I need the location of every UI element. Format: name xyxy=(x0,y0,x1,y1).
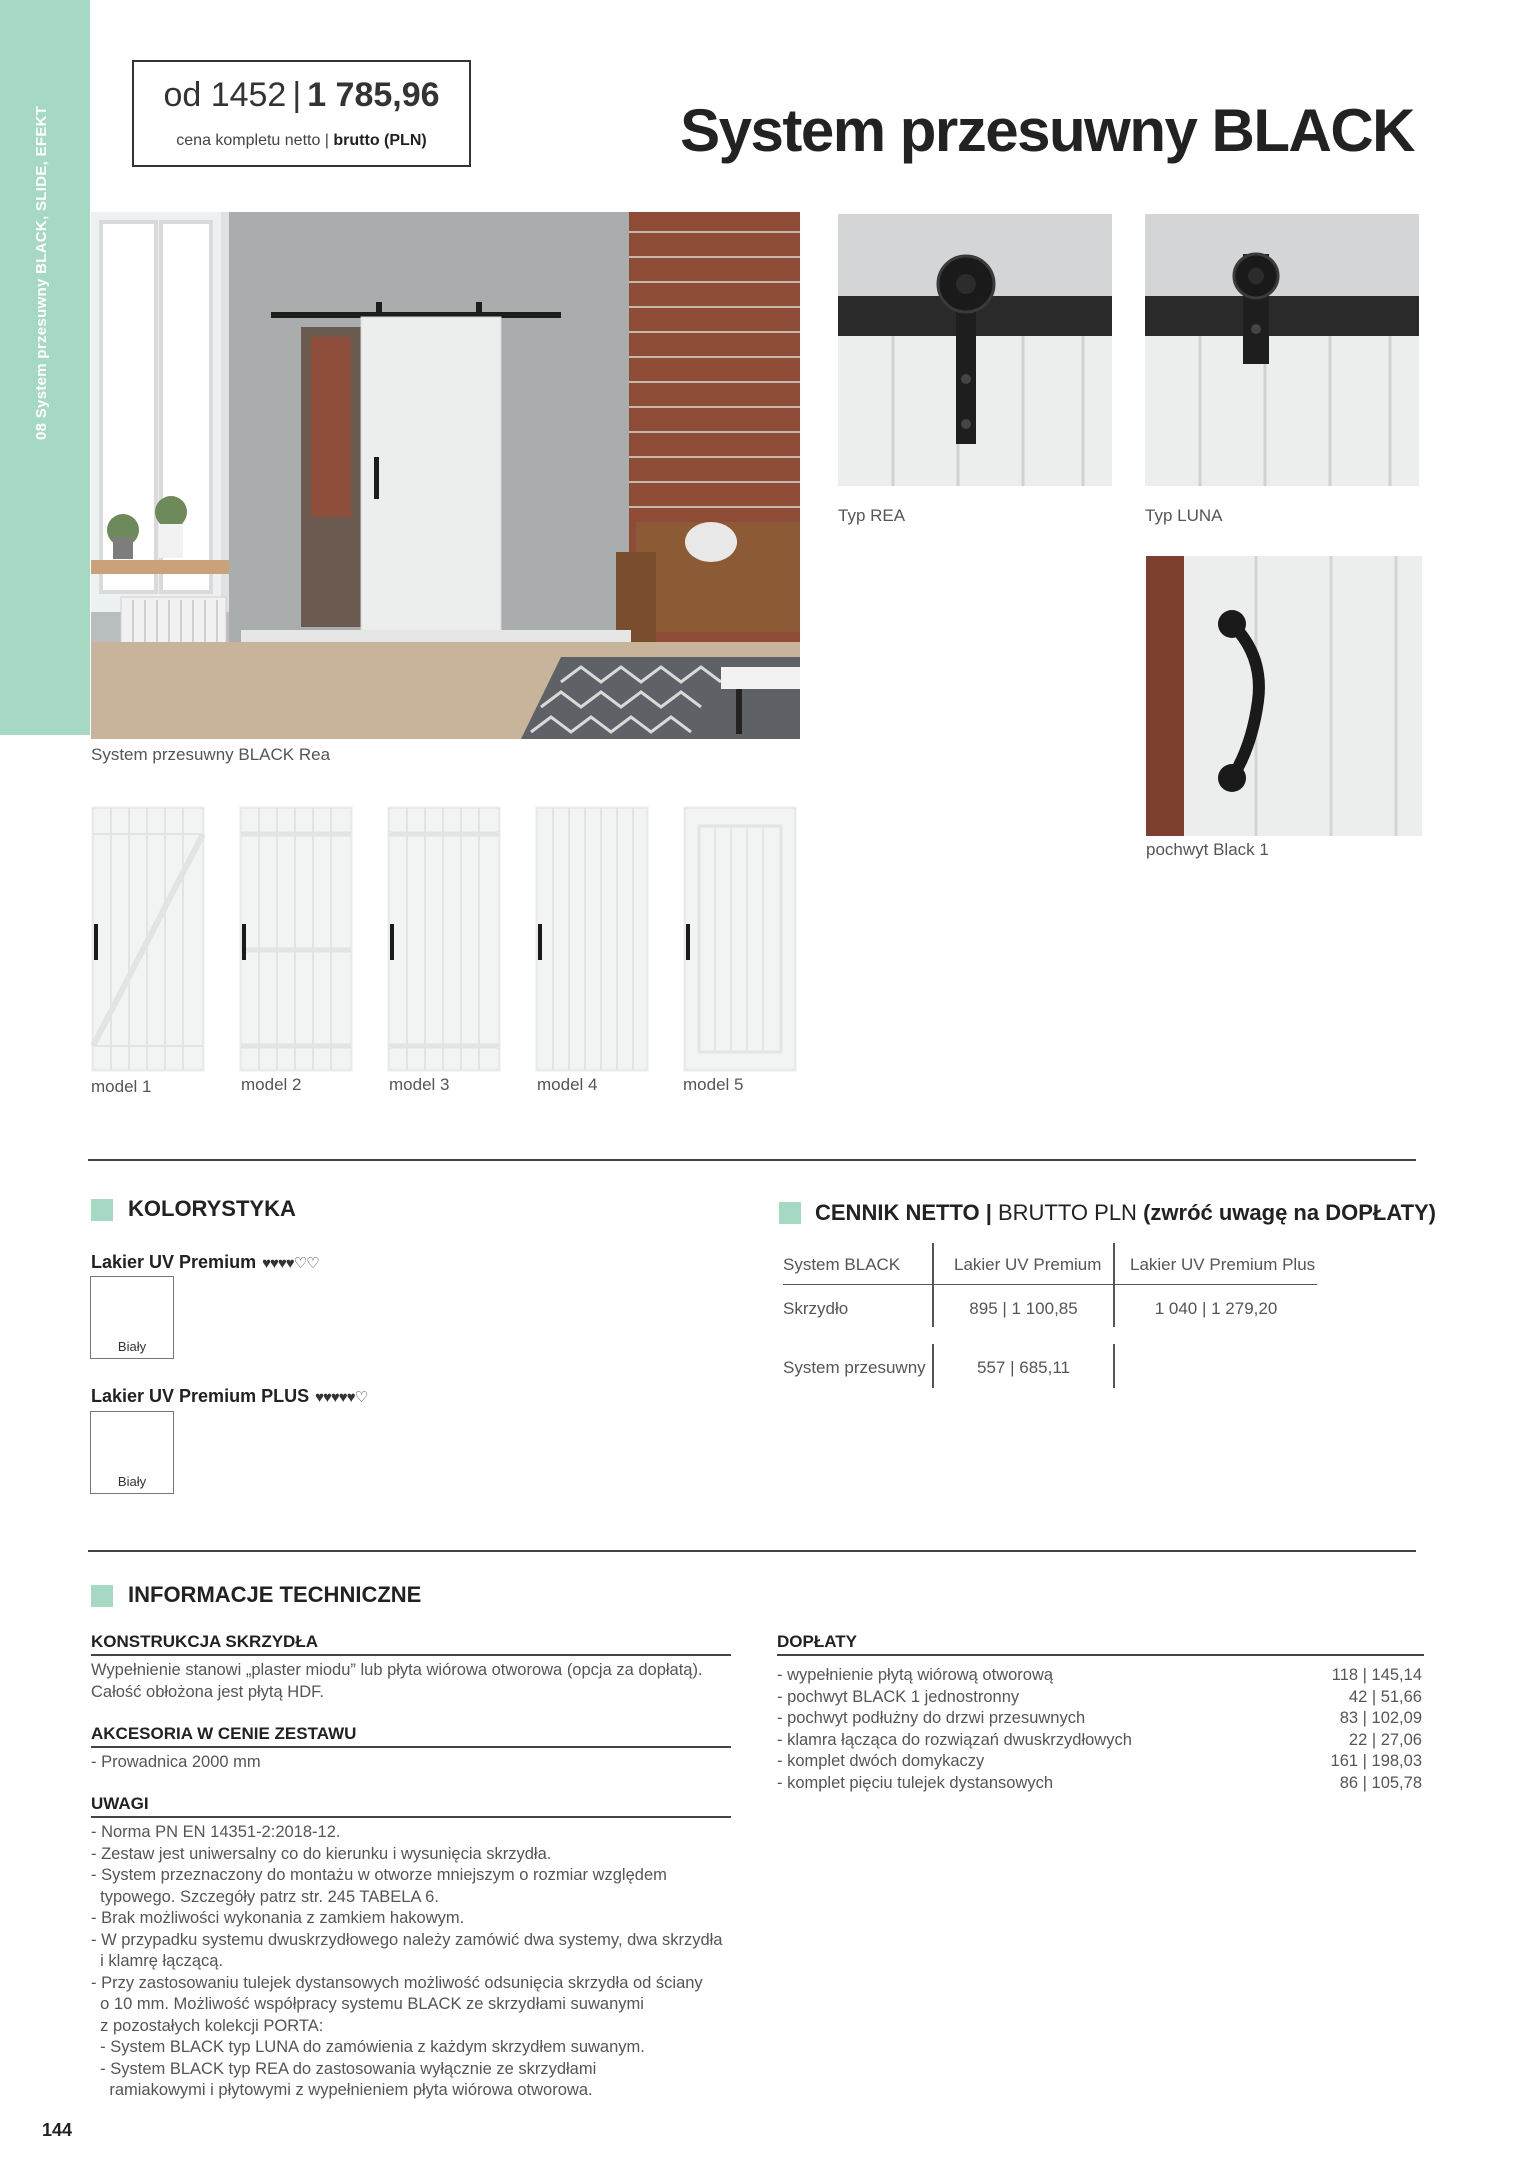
price-caption-prefix: cena kompletu netto | xyxy=(176,132,334,149)
price-row-1-premium-plus: 1 040 | 1 279,20 xyxy=(1154,1299,1278,1318)
section-divider xyxy=(88,1159,1416,1161)
luna-detail-photo xyxy=(1145,214,1419,486)
model-4-thumbnail xyxy=(535,806,649,1072)
price-row-2-premium: 557 | 685,11 xyxy=(977,1358,1070,1377)
page-title: System przesuwny BLACK xyxy=(680,97,1414,164)
finish-1-swatch-label: Biały xyxy=(117,1339,147,1354)
model-1-label: model 1 xyxy=(91,1077,152,1096)
accessories-rule xyxy=(91,1746,731,1748)
notes-heading: UWAGI xyxy=(91,1794,149,1813)
kolorystyka-title: KOLORYSTYKA xyxy=(128,1196,296,1221)
construction-heading: KONSTRUKCJA SKRZYDŁA xyxy=(91,1632,318,1651)
interior-photo xyxy=(91,212,800,739)
from-price: od 1452 xyxy=(163,76,287,114)
accessories-heading: AKCESORIA W CENIE ZESTAWU xyxy=(91,1724,357,1743)
surcharges-rule xyxy=(777,1654,1424,1656)
cennik-title-tail: (zwróć uwagę na DOPŁATY) xyxy=(1143,1200,1437,1225)
rea-caption: Typ REA xyxy=(838,506,906,525)
surcharge-label: - pochwyt BLACK 1 jednostronny xyxy=(777,1687,1020,1706)
surcharge-value: 22 | 27,06 xyxy=(1348,1730,1422,1749)
surcharge-value: 86 | 105,78 xyxy=(1339,1773,1422,1792)
cennik-title-normal: BRUTTO PLN xyxy=(991,1200,1144,1225)
surcharge-value: 83 | 102,09 xyxy=(1339,1709,1422,1727)
interior-photo-image xyxy=(91,212,800,739)
price-table-header-system: System BLACK xyxy=(783,1255,901,1274)
model-5-label: model 5 xyxy=(683,1075,744,1094)
finish-1-swatch[interactable] xyxy=(90,1276,174,1359)
finish-2-swatch-label: Biały xyxy=(117,1474,147,1489)
surcharge-row xyxy=(777,1666,1422,1688)
model-3-thumbnail xyxy=(387,806,501,1072)
surcharges-heading: DOPŁATY xyxy=(777,1632,857,1651)
price-table-header-premium: Lakier UV Premium xyxy=(954,1255,1102,1274)
side-band-text: 08 System przesuwny BLACK, SLIDE, EFEKT xyxy=(33,105,50,440)
surcharge-value: 118 | 145,14 xyxy=(1331,1666,1422,1684)
notes-text: - Norma PN EN 14351-2:2018-12. - Zestaw jest uniwersalny co do kierunku i wysunięcia skrzydła. - System przeznaczony do montażu w otworze mniejszym o rozmiar względem typowego. Szczegóły patrz str. 245 TABELA 6. - Brak możliwości wykonania z zamkiem hakowym. - W przypadku systemu dwuskrzydłowego należy zamówić dwa systemy, dwa skrzydła i klamrę łączącą. - Przy zastosowaniu tulejek dystansowych możliwość odsunięcia skrzydła od ściany o 10 mm. Możliwość współpracy systemu BLACK ze skrzydłami suwanymi z pozostałych kolekcji PORTA: - System BLACK typ LUNA do zamówienia z każdym skrzydłem suwanym. - System BLACK typ REA do zastosowania wyłącznie ze skrzydłami ramiakowymi i płytowymi z wypełnieniem płyta wiórowa otworowa. xyxy=(91,1823,723,2099)
surcharge-value: 42 | 51,66 xyxy=(1348,1687,1422,1706)
surcharge-label: - komplet pięciu tulejek dystansowych xyxy=(777,1773,1054,1792)
construction-text: Wypełnienie stanowi „plaster miodu” lub płyta wiórowa otworowa (opcja za dopłatą). Całość obłożona jest płytą HDF. xyxy=(91,1661,703,1701)
handle-detail-photo xyxy=(1146,556,1422,836)
page-number: 144 xyxy=(42,2120,73,2140)
price-caption-bold: brutto (PLN) xyxy=(333,132,427,149)
price-row-2-label: System przesuwny xyxy=(783,1358,926,1377)
surcharge-row xyxy=(777,1709,1422,1731)
price-caption xyxy=(134,132,469,150)
price-line xyxy=(134,76,469,115)
finish-2-rating-icon: ♥♥♥♥♥♡ xyxy=(315,1389,368,1406)
surcharge-row xyxy=(777,1752,1422,1774)
cennik-title xyxy=(815,1200,1436,1226)
rea-detail-image xyxy=(838,214,1112,486)
tech-marker xyxy=(91,1585,113,1607)
model-4-label: model 4 xyxy=(537,1075,598,1094)
price-box xyxy=(132,60,471,167)
surcharge-value: 161 | 198,03 xyxy=(1330,1752,1422,1770)
model-2-label: model 2 xyxy=(241,1075,302,1094)
luna-detail-image xyxy=(1145,214,1419,486)
tech-title: INFORMACJE TECHNICZNE xyxy=(128,1582,422,1607)
surcharge-row xyxy=(777,1731,1422,1753)
finish-1-heading xyxy=(91,1252,319,1273)
model-3-label: model 3 xyxy=(389,1075,450,1094)
surcharge-row xyxy=(777,1688,1422,1710)
cennik-title-bold: CENNIK NETTO | xyxy=(815,1200,992,1225)
surcharge-label: - pochwyt podłużny do drzwi przesuwnych xyxy=(777,1709,1086,1727)
price-table-divider-4 xyxy=(1113,1344,1115,1388)
price-row-1-label: Skrzydło xyxy=(783,1299,849,1318)
side-band xyxy=(0,0,90,735)
accessories-text: - Prowadnica 2000 mm xyxy=(91,1753,261,1771)
interior-photo-caption: System przesuwny BLACK Rea xyxy=(91,745,331,764)
price-table-header-premium-plus: Lakier UV Premium Plus xyxy=(1130,1255,1316,1274)
surcharges-list xyxy=(777,1666,1422,1806)
luna-caption: Typ LUNA xyxy=(1145,506,1223,525)
finish-1-rating-icon: ♥♥♥♥♡♡ xyxy=(262,1255,319,1272)
price-table-header-rule xyxy=(783,1284,1317,1285)
finish-2-swatch[interactable] xyxy=(90,1411,174,1494)
finish-2-heading xyxy=(91,1386,367,1407)
surcharge-label: - komplet dwóch domykaczy xyxy=(777,1752,985,1770)
cennik-marker xyxy=(779,1202,801,1224)
kolorystyka-marker xyxy=(91,1199,113,1221)
handle-detail-image xyxy=(1146,556,1422,836)
model-1-thumbnail xyxy=(91,806,205,1072)
gross-price: 1 785,96 xyxy=(307,76,440,114)
price-row-1-premium: 895 | 1 100,85 xyxy=(969,1299,1078,1318)
surcharge-label: - klamra łącząca do rozwiązań dwuskrzydłowych xyxy=(777,1730,1132,1749)
model-5-thumbnail xyxy=(683,806,797,1072)
price-separator: | xyxy=(292,76,302,114)
tech-divider xyxy=(88,1550,1416,1552)
finish-1-name: Lakier UV Premium xyxy=(91,1252,257,1272)
handle-caption: pochwyt Black 1 xyxy=(1146,840,1269,859)
finish-2-name: Lakier UV Premium PLUS xyxy=(91,1386,310,1406)
surcharge-label: - wypełnienie płytą wiórową otworową xyxy=(777,1666,1054,1684)
construction-rule xyxy=(91,1654,731,1656)
rea-detail-photo xyxy=(838,214,1112,486)
surcharge-row xyxy=(777,1774,1422,1796)
notes-rule xyxy=(91,1816,731,1818)
model-2-thumbnail xyxy=(239,806,353,1072)
